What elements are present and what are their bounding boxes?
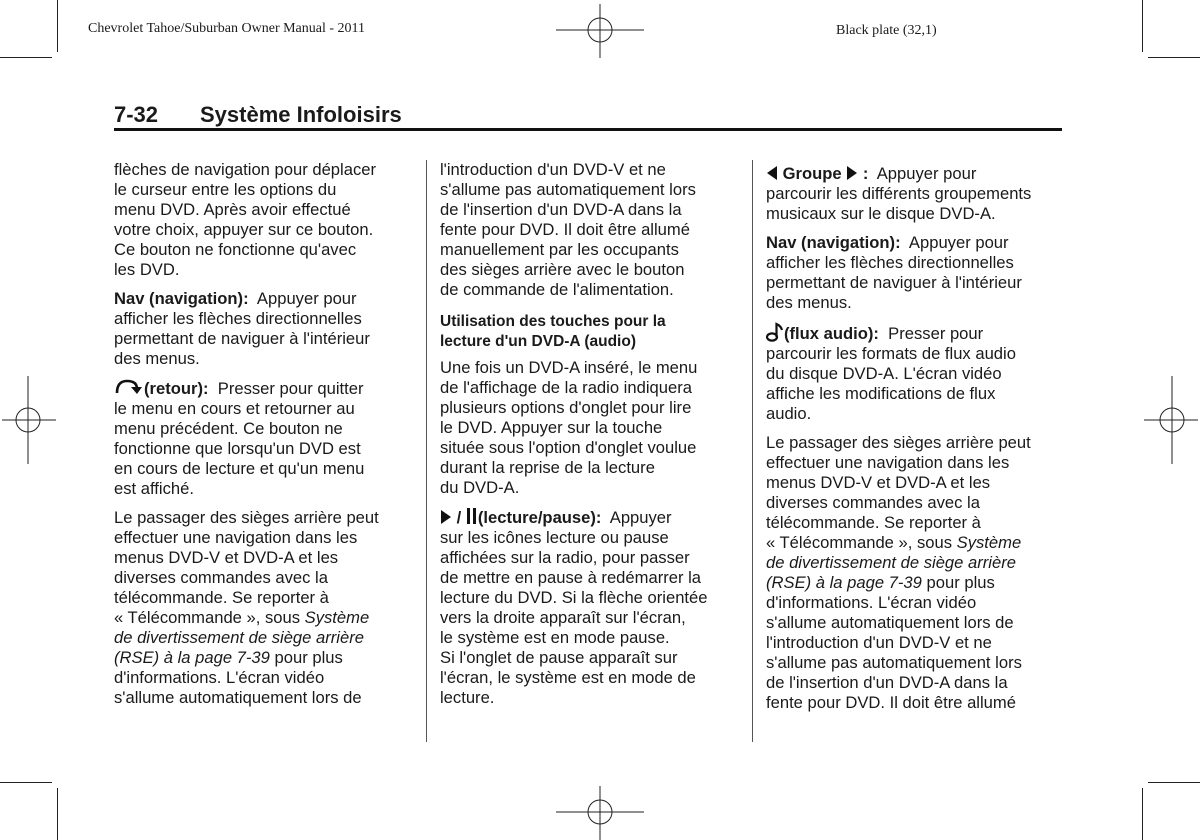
text-line: en cours de lecture et qu'un menu	[114, 459, 365, 478]
pause-icon	[466, 507, 478, 525]
text-line: de l'insertion d'un DVD-A dans la	[440, 200, 682, 219]
text-line	[114, 608, 414, 628]
crosshair-registration-icon	[556, 786, 644, 840]
text-line: plusieurs options d'onglet pour lire	[440, 398, 692, 417]
text-line: s'allume automatiquement lors de	[766, 613, 1014, 632]
paragraph	[766, 322, 1066, 424]
text-line: lecture d'un DVD-A (audio)	[440, 333, 636, 350]
section-heading	[114, 102, 402, 128]
text-line: affichées sur la radio, pour passer	[440, 548, 690, 567]
crop-mark-bottom-left-h	[0, 782, 52, 783]
text-fragment: Presser pour quitter	[217, 379, 364, 398]
cross-reference[interactable]: (RSE) à la page 7-39	[114, 648, 270, 667]
text-line: s'allume automatiquement lors de	[114, 688, 362, 707]
text-line: permettant de naviguer à l'intérieur	[114, 329, 370, 348]
text-line: du DVD-A.	[440, 478, 520, 497]
text-line: affiche les modifications de flux	[766, 384, 996, 403]
text-line: de l'insertion d'un DVD-A dans la	[766, 673, 1008, 692]
text-line: télécommande. Se reporter à	[766, 513, 981, 532]
crop-mark-bottom-right-v	[1142, 788, 1143, 840]
text-column-1	[114, 160, 414, 717]
return-arrow-icon	[114, 378, 144, 396]
crop-mark-top-right-v	[1142, 0, 1143, 52]
column-divider	[752, 160, 753, 742]
text-fragment: :	[862, 164, 869, 183]
term-label: (retour):	[144, 379, 209, 398]
text-line: Si l'onglet de pause apparaît sur	[440, 648, 678, 667]
text-line: audio.	[766, 404, 812, 423]
text-line: flèches de navigation pour déplacer	[114, 160, 376, 179]
text-line: diverses commandes avec la	[766, 493, 980, 512]
text-line: le curseur entre les options du	[114, 180, 337, 199]
paragraph	[766, 164, 1066, 224]
cross-reference[interactable]: de divertissement de siège arrière	[114, 628, 364, 647]
text-line: des sièges arrière avec le bouton	[440, 260, 685, 279]
text-line: des menus.	[766, 293, 852, 312]
crop-mark-bottom-left-v	[57, 788, 58, 840]
text-fragment: /	[456, 508, 462, 527]
text-line: sur les icônes lecture ou pause	[440, 528, 669, 547]
cross-reference[interactable]: (RSE) à la page 7-39	[766, 573, 922, 592]
paragraph	[440, 507, 740, 708]
cross-reference[interactable]: de divertissement de siège arrière	[766, 553, 1016, 572]
text-line: Ce bouton ne fonctionne qu'avec	[114, 240, 357, 259]
term-label: (flux audio):	[784, 324, 879, 343]
text-line: afficher les flèches directionnelles	[766, 253, 1014, 272]
crop-mark-bottom-right-h	[1148, 782, 1200, 783]
text-line: de l'affichage de la radio indiquera	[440, 378, 692, 397]
text-line	[114, 378, 414, 399]
text-line: manuellement par les occupants	[440, 240, 679, 259]
text-line: votre choix, appuyer sur ce bouton.	[114, 220, 374, 239]
paragraph	[440, 358, 740, 498]
paragraph	[766, 233, 1066, 313]
running-header-left: Chevrolet Tahoe/Suburban Owner Manual - 2011	[88, 21, 366, 36]
text-fragment: « Télécommande », sous	[114, 608, 301, 627]
paragraph	[440, 160, 740, 300]
text-line: les DVD.	[114, 260, 180, 279]
text-line	[766, 573, 1066, 593]
left-triangle-icon	[766, 165, 778, 181]
text-line: menu précédent. Ce bouton ne	[114, 419, 343, 438]
text-line	[114, 648, 414, 668]
text-line: est affiché.	[114, 479, 194, 498]
text-line: s'allume pas automatiquement lors	[440, 180, 696, 199]
term-label: Groupe	[782, 164, 842, 183]
text-line: parcourir les formats de flux audio	[766, 344, 1016, 363]
text-line: vers la droite apparaît sur l'écran,	[440, 608, 686, 627]
right-triangle-icon	[846, 165, 858, 181]
text-fragment: pour plus	[926, 573, 995, 592]
text-line: lecture du DVD. Si la flèche orientée	[440, 588, 708, 607]
text-line: de commande de l'alimentation.	[440, 280, 674, 299]
text-line: d'informations. L'écran vidéo	[114, 668, 325, 687]
text-line: l'introduction d'un DVD-V et ne	[440, 160, 666, 179]
text-line: diverses commandes avec la	[114, 568, 328, 587]
text-line: fente pour DVD. Il doit être allumé	[440, 220, 690, 239]
text-line: s'allume pas automatiquement lors	[766, 653, 1022, 672]
crosshair-registration-icon	[556, 4, 644, 58]
paragraph	[766, 433, 1066, 713]
text-line: effectuer une navigation dans les	[114, 528, 358, 547]
paragraph	[114, 378, 414, 499]
text-line: fente pour DVD. Il doit être allumé	[766, 693, 1016, 712]
text-line: du disque DVD-A. L'écran vidéo	[766, 364, 1002, 383]
text-line	[440, 507, 740, 528]
text-line: Le passager des sièges arrière peut	[114, 508, 379, 527]
text-column-3	[766, 160, 1066, 722]
text-line: des menus.	[114, 349, 200, 368]
text-line: effectuer une navigation dans les	[766, 453, 1010, 472]
text-line: Le passager des sièges arrière peut	[766, 433, 1031, 452]
running-header-right: Black plate (32,1)	[836, 23, 937, 38]
text-line: menu DVD. Après avoir effectué	[114, 200, 351, 219]
text-line: d'informations. L'écran vidéo	[766, 593, 977, 612]
text-line: menus DVD-V et DVD-A et les	[766, 473, 991, 492]
text-line: fonctionne que lorsqu'un DVD est	[114, 439, 361, 458]
cross-reference[interactable]: Système	[956, 533, 1022, 552]
section-title: Système Infoloisirs	[200, 102, 402, 127]
term-label: Nav (navigation):	[114, 289, 249, 308]
text-line: l'écran, le système est en mode de	[440, 668, 696, 687]
text-line	[766, 322, 1066, 344]
text-line	[766, 533, 1066, 553]
text-fragment: Presser pour	[888, 324, 984, 343]
section-number: 7-32	[114, 102, 159, 127]
text-fragment: pour plus	[274, 648, 343, 667]
heading-rule	[114, 128, 1062, 131]
term-label: (lecture/pause):	[477, 508, 602, 527]
text-line: parcourir les différents groupements	[766, 184, 1032, 203]
cross-reference[interactable]: Système	[304, 608, 370, 627]
text-line: le DVD. Appuyer sur la touche	[440, 418, 663, 437]
text-fragment: Appuyer	[609, 508, 672, 527]
paragraph	[114, 289, 414, 369]
text-line: Une fois un DVD-A inséré, le menu	[440, 358, 698, 377]
text-fragment: Appuyer pour	[876, 164, 977, 183]
text-line: de mettre en pause à redémarrer la	[440, 568, 702, 587]
text-line: menus DVD-V et DVD-A et les	[114, 548, 339, 567]
subheading	[440, 312, 740, 352]
text-line: Utilisation des touches pour la	[440, 313, 666, 330]
text-line: télécommande. Se reporter à	[114, 588, 329, 607]
text-line	[114, 289, 414, 309]
text-line: l'introduction d'un DVD-V et ne	[766, 633, 992, 652]
text-line: située sous l'option d'onglet voulue	[440, 438, 697, 457]
crosshair-registration-icon	[1144, 376, 1198, 464]
crop-mark-top-right-h	[1148, 57, 1200, 58]
text-line	[766, 233, 1066, 253]
term-label: Nav (navigation):	[766, 233, 901, 252]
text-line: le menu en cours et retourner au	[114, 399, 355, 418]
crosshair-registration-icon	[2, 376, 56, 464]
text-line: lecture.	[440, 688, 495, 707]
text-column-2	[440, 160, 740, 717]
column-divider	[426, 160, 427, 742]
crop-mark-top-left-v	[57, 0, 58, 52]
text-line	[766, 164, 1066, 184]
text-line: afficher les flèches directionnelles	[114, 309, 362, 328]
text-line: durant la reprise de la lecture	[440, 458, 655, 477]
paragraph	[114, 508, 414, 708]
text-fragment: « Télécommande », sous	[766, 533, 953, 552]
play-icon	[440, 509, 452, 525]
text-fragment: Appuyer pour	[256, 289, 357, 308]
text-line: permettant de naviguer à l'intérieur	[766, 273, 1022, 292]
text-fragment: Appuyer pour	[908, 233, 1009, 252]
paragraph	[114, 160, 414, 280]
text-line: musicaux sur le disque DVD-A.	[766, 204, 996, 223]
music-note-icon	[766, 322, 784, 342]
text-line: le système est en mode pause.	[440, 628, 670, 647]
crop-mark-top-left-h	[0, 57, 52, 58]
